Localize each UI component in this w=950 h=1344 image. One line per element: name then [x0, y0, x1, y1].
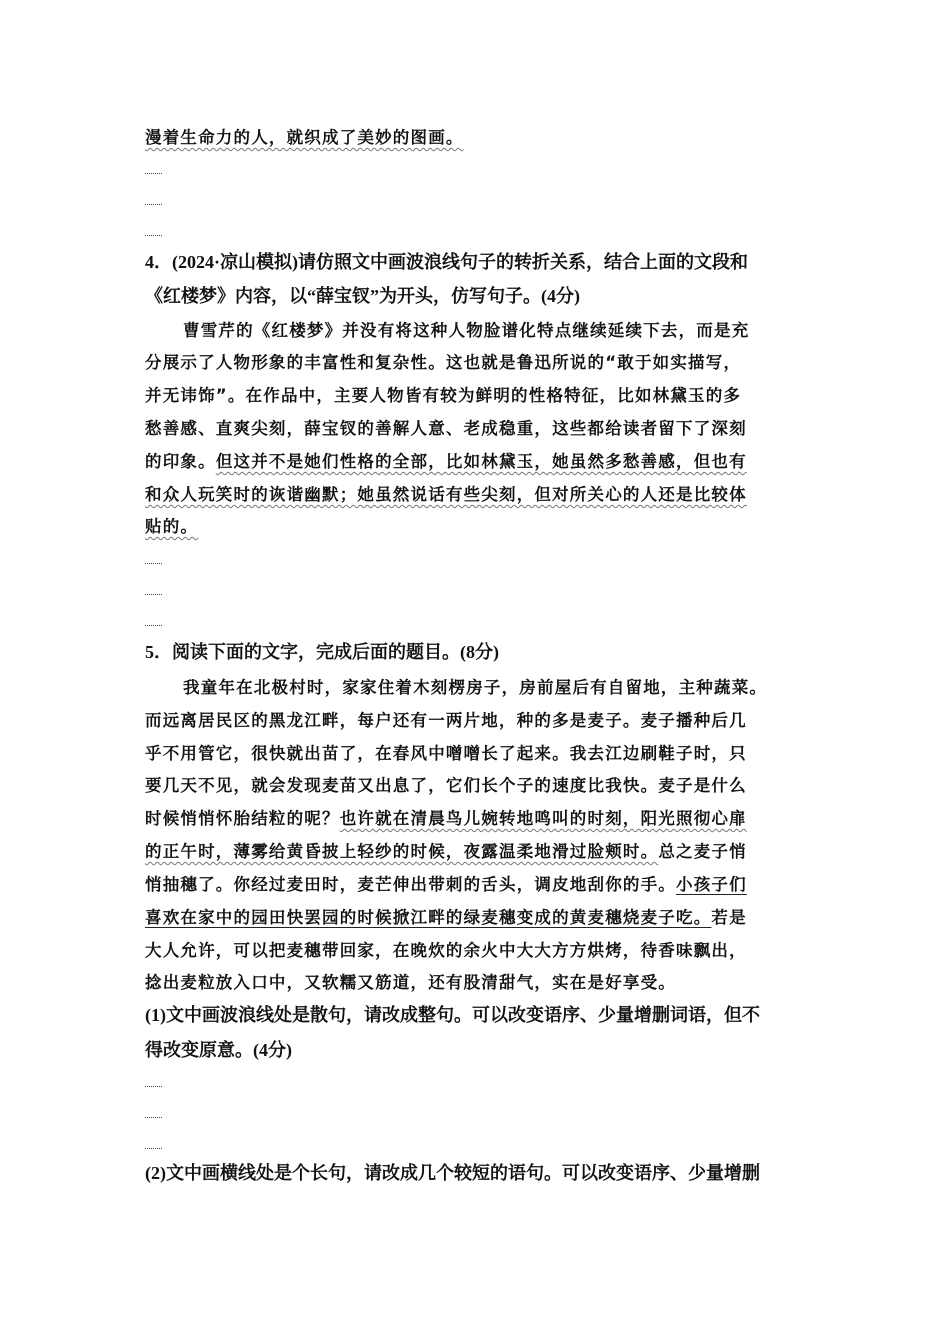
passage-line: 的正午时，薄雾给黄昏披上轻纱的时候，夜露温柔地滑过脸颊时。总之麦子悄 — [145, 842, 747, 861]
passage-line — [145, 516, 198, 538]
underlined-text: 小孩子们 — [676, 875, 747, 894]
passage-line: 捻出麦粒放入口中，又软糯又筋道，还有股清甜气，实在是好享受。 — [145, 973, 676, 992]
sub-question-2: (2)文中画横线处是个长句，请改成几个较短的语句。可以改变语序、少量增删 — [145, 1163, 760, 1183]
answer-blank-line[interactable] — [145, 1086, 162, 1087]
passage-line: 时候悄悄怀胎结粒的呢？也许就在清晨鸟儿婉转地鸣叫的时刻，阳光照彻心扉 — [145, 809, 747, 828]
passage-line: 我童年在北极村时，家家住着木刻楞房子，房前屋后有自留地，主种蔬菜。 — [183, 678, 768, 697]
passage-line — [145, 127, 464, 149]
passage-line: 愁善感、直爽尖刻，薛宝钗的善解人意、老成稳重，这些都给读者留下了深刻 — [145, 419, 747, 438]
answer-blank-line[interactable] — [145, 1117, 162, 1118]
answer-blank-line[interactable] — [145, 235, 162, 236]
answer-blank-line[interactable] — [145, 173, 162, 174]
passage-line: 要几天不见，就会发现麦苗又出息了，它们长个子的速度比我快。麦子是什么 — [145, 776, 747, 795]
passage-line — [145, 484, 747, 506]
wavy-text: 漫着生命力的人，就织成了美妙的图画。 — [145, 128, 464, 147]
passage-line: 喜欢在家中的园田快罢园的时候掀江畔的绿麦穗变成的黄麦穗烧麦子吃。若是 — [145, 908, 747, 927]
answer-blank-line[interactable] — [145, 594, 162, 595]
wavy-text: 也许就在清晨鸟儿婉转地鸣叫的时刻，阳光照彻心扉 — [339, 809, 747, 828]
answer-blank-line[interactable] — [145, 563, 162, 564]
answer-blank-line[interactable] — [145, 204, 162, 205]
passage-line: 悄抽穗了。你经过麦田时，麦芒伸出带刺的舌头，调皮地刮你的手。小孩子们 — [145, 875, 747, 894]
wavy-text: 的正午时，薄雾给黄昏披上轻纱的时候，夜露温柔地滑过脸颊时。 — [145, 842, 659, 861]
answer-blank-line[interactable] — [145, 625, 162, 626]
passage-line: 分展示了人物形象的丰富性和复杂性。这也就是鲁迅所说的“敢于如实描写， — [145, 353, 742, 372]
passage-line: 而远离居民区的黑龙江畔，每户还有一两片地，种的多是麦子。麦子播种后几 — [145, 711, 747, 730]
question-4-prompt: 4．(2024·凉山模拟)请仿照文中画波浪线句子的转折关系，结合上面的文段和 — [145, 252, 748, 272]
underlined-text: 喜欢在家中的园田快罢园的时候掀江畔的绿麦穗变成的黄麦穗烧麦子吃。 — [145, 908, 712, 927]
wavy-text: 但这并不是她们性格的全部，比如林黛玉，她虽然多愁善感，但也有 — [215, 452, 747, 471]
wavy-text: 贴的。 — [145, 517, 199, 536]
question-5-prompt: 5．阅读下面的文字，完成后面的题目。(8分) — [145, 642, 499, 662]
answer-blank-line[interactable] — [145, 1148, 162, 1149]
wavy-text: 和众人玩笑时的诙谐幽默；她虽然说话有些尖刻，但对所关心的人还是比较体 — [145, 485, 747, 504]
passage-line: 并无讳饰”。在作品中，主要人物皆有较为鲜明的性格特征，比如林黛玉的多 — [145, 386, 742, 405]
passage-line: 大人允许，可以把麦穗带回家，在晚炊的余火中大大方方烘烤，待香味飘出， — [145, 941, 747, 960]
passage-line: 曹雪芹的《红楼梦》并没有将这种人物脸谱化特点继续延续下去，而是充 — [183, 321, 750, 340]
passage-line: 的印象。但这并不是她们性格的全部，比如林黛玉，她虽然多愁善感，但也有 — [145, 452, 747, 471]
question-4-prompt: 《红楼梦》内容，以“薛宝钗”为开头，仿写句子。(4分) — [145, 286, 580, 306]
sub-question-1: 得改变原意。(4分) — [145, 1040, 292, 1060]
passage-line: 乎不用管它，很快就出苗了，在春风中噌噌长了起来。我去江边刷鞋子时，只 — [145, 744, 747, 763]
sub-question-1: (1)文中画波浪线处是散句，请改成整句。可以改变语序、少量增删词语，但不 — [145, 1005, 760, 1025]
